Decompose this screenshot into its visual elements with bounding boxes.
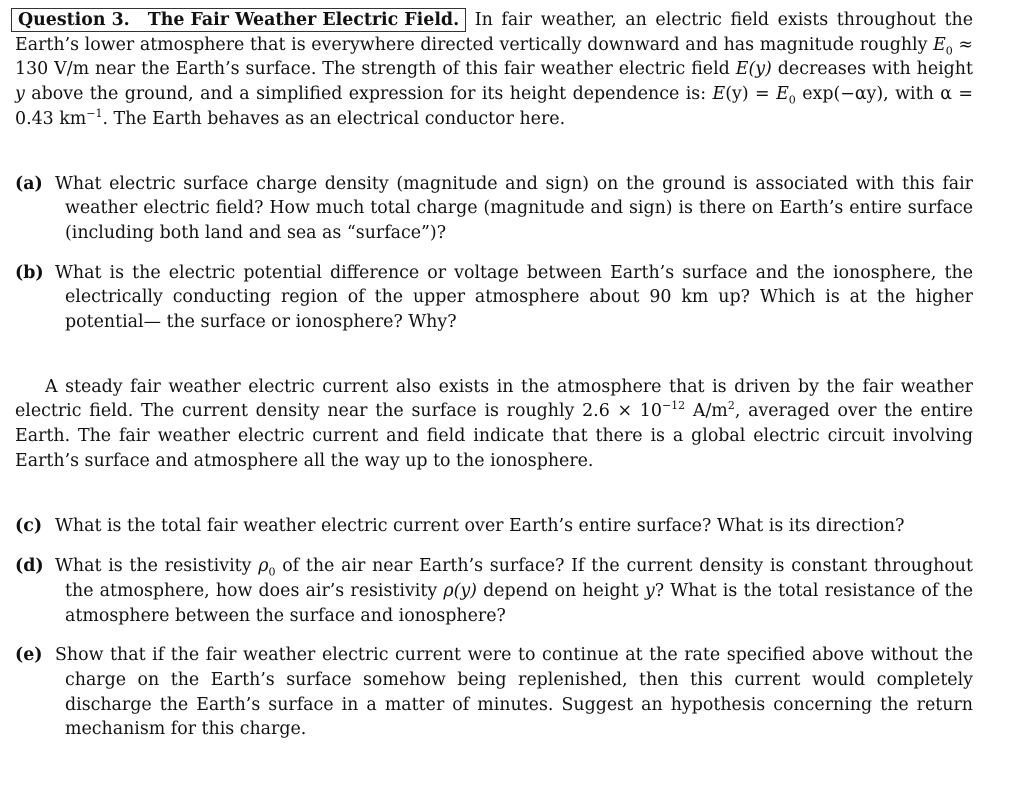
part-c-text: What is the total fair weather electric current over Earth’s entire surface? What is its direction?: [55, 515, 905, 536]
part-e-text: Show that if the fair weather electric current were to continue at the rate specified above without the charge on the Earth’s surface somehow being replenished, then this current would completely discharge the Earth’s surface in a matter of minutes. Suggest an hypothesis concerning the return mechanism for this charge.: [55, 645, 973, 740]
part-d: [15, 554, 973, 628]
math-var: ρ: [258, 556, 269, 577]
math-var: E: [712, 84, 726, 105]
intro-text: ≈ 130 V/m near the Earth’s surface. The strength of this fair weather electric field: [15, 34, 973, 80]
part-d-text: depend on height: [476, 580, 645, 601]
math-sup: −12: [661, 399, 686, 413]
paragraph-text: A/m: [685, 401, 728, 422]
part-c: [15, 514, 973, 539]
question-title: The Fair Weather Electric Field.: [147, 10, 460, 30]
part-d-text: What is the resistivity: [55, 556, 259, 577]
part-d-text: of the air near Earth’s surface? If the current density is constant throughout the atmosphere, how does air’s resistivity: [65, 556, 973, 601]
paragraph-text: , averaged over the entire Earth. The fair weather electric current and field indicate that there is a global electric circuit involving Earth’s surface and atmosphere all the way up to the ionosphere.: [15, 401, 974, 471]
math-sub: 0: [945, 44, 953, 58]
math-var: E: [933, 34, 946, 55]
math-var: y: [15, 84, 25, 105]
math-var: (y): [748, 59, 772, 80]
current-paragraph: [15, 375, 973, 474]
math-var: E: [735, 59, 749, 80]
part-a-label: (a): [15, 173, 43, 194]
intro-text: above the ground, and a simplified expression for its height dependence is:: [24, 84, 713, 105]
math-sup: 2: [727, 399, 735, 413]
question-number: Question 3.: [18, 10, 130, 30]
math-sup: −1: [86, 107, 103, 121]
intro-text: exp(−αy), with α = 0.43 km: [15, 84, 973, 129]
paragraph-text: A steady fair weather electric current also exists in the atmosphere that is driven by the fair weather electric field. The current density near the surface is roughly 2.6 × 10: [15, 376, 973, 422]
math-sub: 0: [788, 93, 796, 107]
intro-text: In fair weather, an electric field exists throughout the Earth’s lower atmosphere that is everywhere directed vertically downward and has magnitude roughly: [15, 10, 973, 55]
part-a-text: What electric surface charge density (magnitude and sign) on the ground is associated with this fair weather electric field? How much total charge (magnitude and sign) is there on Earth’s entire surface (including both land and sea as “surface”)?: [55, 173, 973, 243]
part-b: [15, 261, 973, 335]
part-c-label: (c): [15, 515, 43, 536]
math-sub: 0: [268, 565, 276, 579]
part-e: [15, 643, 973, 742]
math-expr: (y) =: [725, 84, 777, 105]
part-a: [15, 172, 973, 246]
part-d-text: ? What is the total resistance of the atmosphere between the surface and ionosphere?: [65, 580, 973, 626]
part-e-label: (e): [15, 645, 43, 666]
intro-text: decreases with height: [771, 59, 973, 80]
math-var: y: [644, 580, 655, 601]
part-b-label: (b): [15, 262, 44, 283]
math-var: ρ(y): [443, 580, 477, 601]
document-page: [15, 8, 973, 742]
intro-text: . The Earth behaves as an electrical conductor here.: [102, 108, 566, 129]
part-d-label: (d): [15, 556, 44, 577]
question-header-box: [11, 8, 466, 32]
part-b-text: What is the electric potential difference or voltage between Earth’s surface and the ionosphere, the electrically conducting region of the upper atmosphere about 90 km up? Which is at the higher potential— the surface or ionosphere? Why?: [55, 262, 973, 333]
math-var: E: [776, 84, 789, 105]
question-intro: [15, 8, 973, 132]
